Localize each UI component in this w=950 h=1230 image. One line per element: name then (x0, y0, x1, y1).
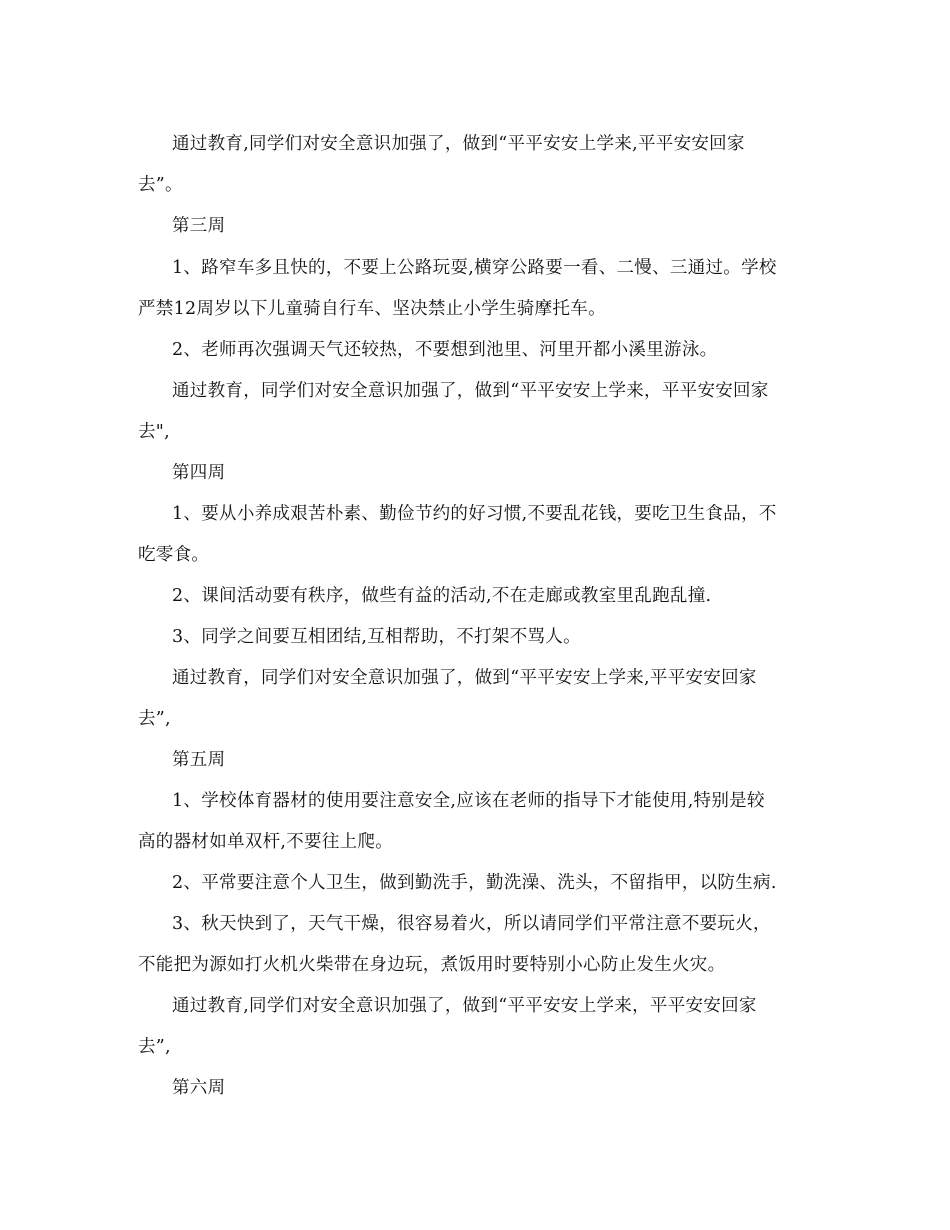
paragraph-line: 3、秋天快到了，天气干燥，很容易着火，所以请同学们平常注意不要玩火， (172, 914, 771, 934)
paragraph-line: 2、课间活动要有秩序，做些有益的活动,不在走廊或教室里乱跑乱撞. (172, 586, 712, 606)
paragraph-line: 1、学校体育器材的使用要注意安全,应该在老师的指导下才能使用,特别是较 (172, 791, 765, 811)
section-heading-week-4: 第四周 (172, 463, 226, 483)
paragraph-line: 2、老师再次强调天气还较热，不要想到池里、河里开都小溪里游泳。 (172, 340, 718, 360)
paragraph-line: 通过教育，同学们对安全意识加强了，做到“平平安安上学来,平平安安回家 (172, 668, 757, 688)
paragraph-line: 通过教育,同学们对安全意识加强了，做到“平平安安上学来，平平安安回家 (172, 996, 757, 1016)
paragraph-line: 高的器材如单双杆,不要往上爬。 (138, 832, 394, 852)
paragraph-line: 吃零食。 (138, 545, 210, 565)
paragraph-line: 2、平常要注意个人卫生，做到勤洗手，勤洗澡、洗头，不留指甲，以防生病. (172, 873, 777, 893)
section-heading-week-6: 第六周 (172, 1078, 226, 1098)
paragraph-line: 1、路窄车多且快的，不要上公路玩耍,横穿公路要一看、二慢、三通过。学校 (172, 258, 777, 278)
paragraph-line: 去”, (138, 1037, 171, 1057)
paragraph-line: 去”。 (138, 175, 183, 195)
section-heading-week-3: 第三周 (172, 216, 226, 236)
paragraph-line: 通过教育,同学们对安全意识加强了，做到“平平安安上学来,平平安安回家 (172, 134, 745, 154)
paragraph-line: 去", (138, 422, 171, 442)
section-heading-week-5: 第五周 (172, 750, 226, 770)
paragraph-line: 3、同学之间要互相团结,互相帮助，不打架不骂人。 (172, 627, 581, 647)
paragraph-line: 严禁12周岁以下儿童骑自行车、坚决禁止小学生骑摩托车。 (138, 299, 606, 319)
paragraph-line: 不能把为源如打火机火柴带在身边玩，煮饭用时要特别小心防止发生火灾。 (138, 955, 726, 975)
paragraph-line: 通过教育，同学们对安全意识加强了，做到“平平安安上学来，平平安安回家 (172, 381, 769, 401)
paragraph-line: 1、要从小养成艰苦朴素、勤俭节约的好习惯,不要乱花钱，要吃卫生食品，不 (172, 504, 777, 524)
paragraph-line: 去”, (138, 709, 171, 729)
